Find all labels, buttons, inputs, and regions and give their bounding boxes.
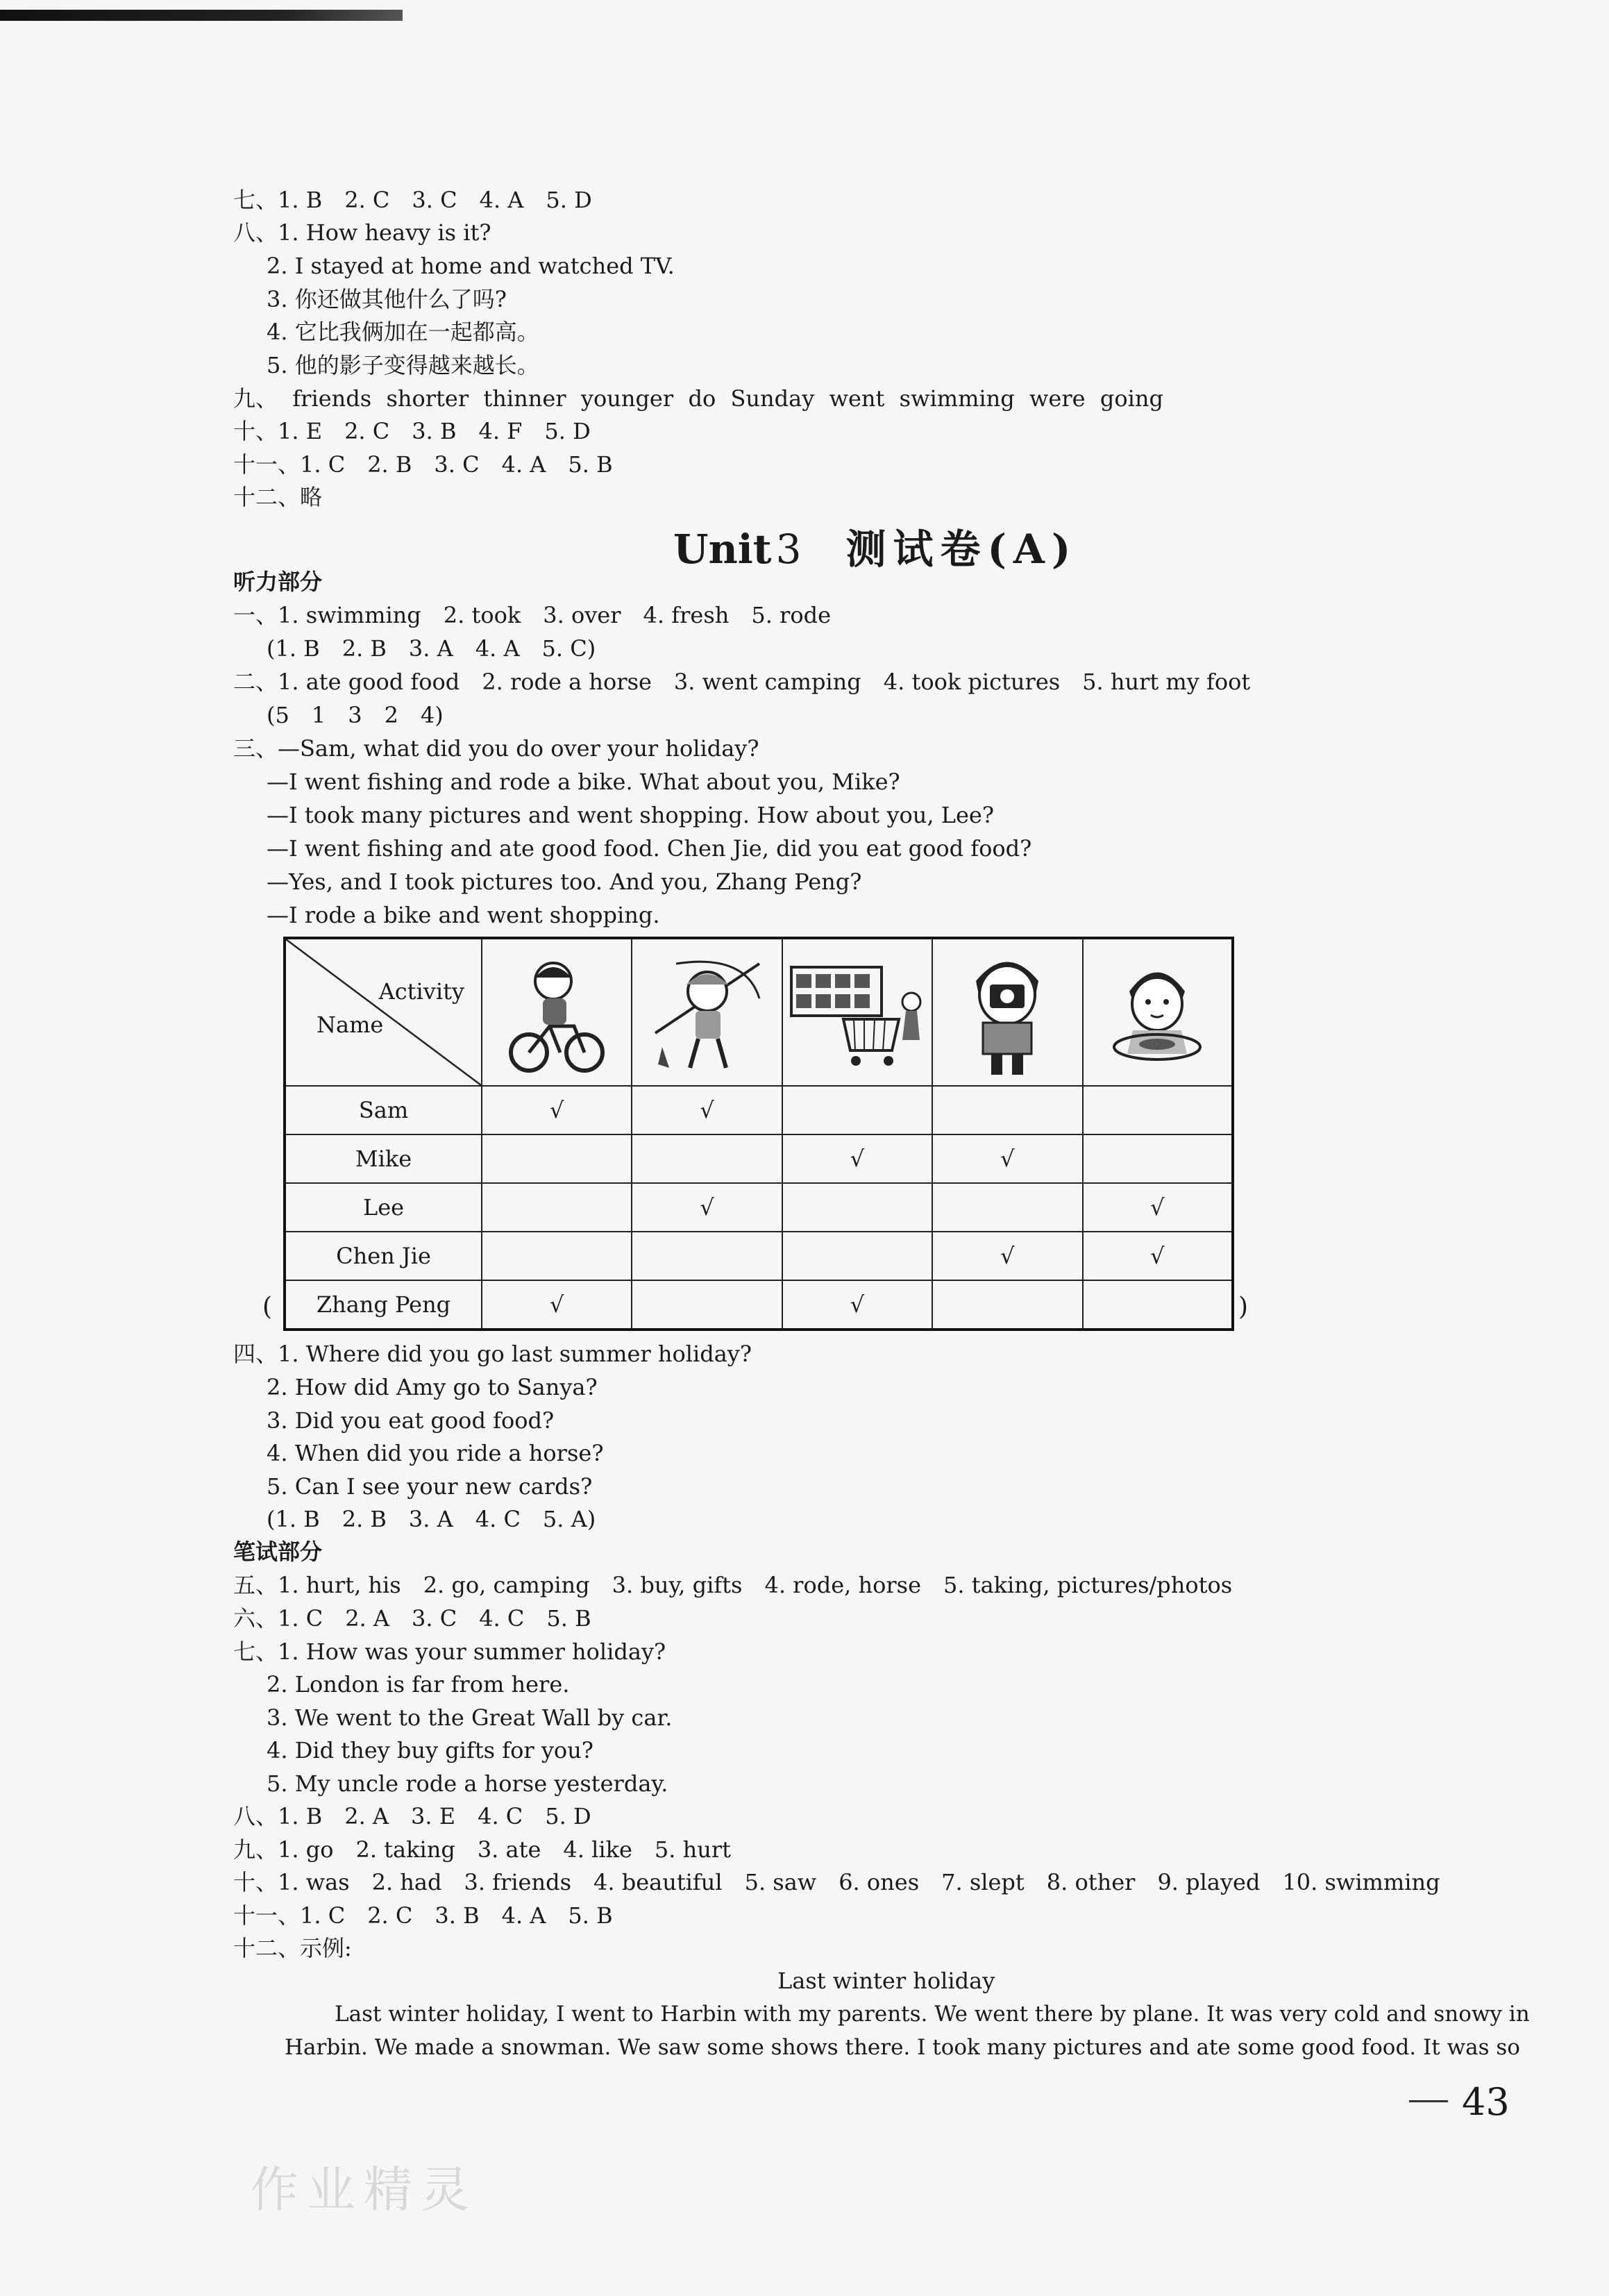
activity-label: Activity bbox=[378, 978, 464, 1005]
dialogue-line: —I went fishing and rode a bike. What about you, Mike? bbox=[267, 769, 900, 795]
nine-word: Sunday bbox=[730, 385, 815, 412]
activity-cell bbox=[782, 1232, 932, 1280]
answer-line: 5. Can I see your new cards? bbox=[267, 1473, 593, 1500]
activity-cell bbox=[932, 1134, 1082, 1183]
shopping-icon bbox=[782, 938, 932, 1086]
check-mark: √ bbox=[1000, 1243, 1015, 1269]
activity-cell bbox=[482, 1232, 632, 1280]
answer-line: 十二、示例: bbox=[233, 1935, 352, 1961]
answer-line: 十、1. E 2. C 3. B 4. F 5. D bbox=[233, 418, 591, 444]
eating-food-icon bbox=[1083, 938, 1233, 1086]
nine-word: friends bbox=[292, 385, 372, 412]
activity-cell bbox=[932, 1086, 1082, 1134]
activity-cell bbox=[782, 1183, 932, 1232]
answer-line: 5. 他的影子变得越来越长。 bbox=[267, 352, 539, 378]
activity-cell bbox=[482, 1280, 632, 1330]
nine-answer-line bbox=[233, 383, 1163, 414]
dialogue-line: —Yes, and I took pictures too. And you, Zhang Peng? bbox=[267, 869, 862, 895]
answer-line: 八、1. How heavy is it? bbox=[233, 219, 491, 246]
dialogue-line: 三、—Sam, what did you do over your holiday? bbox=[233, 735, 759, 762]
answer-line: 3. We went to the Great Wall by car. bbox=[267, 1704, 673, 1731]
check-mark: √ bbox=[1150, 1243, 1165, 1269]
answer-line: (5 1 3 2 4) bbox=[267, 702, 444, 728]
answer-line: 3. Did you eat good food? bbox=[267, 1407, 555, 1434]
nine-word: went bbox=[829, 385, 885, 412]
bike-riding-icon bbox=[482, 938, 632, 1086]
answer-line: 七、1. How was your summer holiday? bbox=[233, 1639, 666, 1665]
activity-cell bbox=[482, 1183, 632, 1232]
paren-close: ) bbox=[1238, 1293, 1249, 1321]
listening-header: 听力部分 bbox=[233, 569, 323, 595]
check-mark: √ bbox=[1150, 1194, 1165, 1221]
nine-word: shorter bbox=[386, 385, 469, 412]
taking-pictures-icon bbox=[932, 938, 1082, 1086]
nine-word: do bbox=[688, 385, 716, 412]
activity-cell bbox=[932, 1183, 1082, 1232]
activity-cell bbox=[932, 1232, 1082, 1280]
activity-cell bbox=[632, 1134, 782, 1183]
check-mark: √ bbox=[550, 1097, 564, 1123]
watermark: 作业精灵 bbox=[250, 2161, 478, 2218]
table-row bbox=[285, 1280, 1233, 1330]
answer-line: 3. 你还做其他什么了吗? bbox=[267, 286, 507, 312]
answer-line: 十一、1. C 2. C 3. B 4. A 5. B bbox=[233, 1902, 613, 1929]
answer-line: 2. How did Amy go to Sanya? bbox=[267, 1374, 598, 1400]
essay-line: Harbin. We made a snowman. We saw some shows there. I took many pictures and ate some good food. It was so bbox=[285, 2035, 1520, 2060]
check-mark: √ bbox=[850, 1146, 865, 1172]
nine-word: thinner bbox=[483, 385, 566, 412]
activity-cell bbox=[632, 1183, 782, 1232]
activity-cell bbox=[1083, 1183, 1233, 1232]
activity-cell bbox=[1083, 1086, 1233, 1134]
activity-cell bbox=[632, 1280, 782, 1330]
fishing-icon bbox=[632, 938, 782, 1086]
activity-cell bbox=[782, 1280, 932, 1330]
dialogue-line: —I took many pictures and went shopping. How about you, Lee? bbox=[267, 802, 995, 828]
answer-line: (1. B 2. B 3. A 4. A 5. C) bbox=[267, 635, 596, 662]
essay-line: Last winter holiday, I went to Harbin with my parents. We went there by plane. It was very cold and snowy in bbox=[335, 2002, 1530, 2027]
answer-line: 十、1. was 2. had 3. friends 4. beautiful 5. saw 6. ones 7. slept 8. other 9. played 10. swimming bbox=[233, 1869, 1440, 1895]
answer-line: 2. I stayed at home and watched TV. bbox=[267, 253, 675, 279]
answer-line: 十二、略 bbox=[233, 484, 323, 510]
answer-line: 二、1. ate good food 2. rode a horse 3. went camping 4. took pictures 5. hurt my foot bbox=[233, 669, 1251, 695]
row-name: Sam bbox=[285, 1086, 482, 1134]
answer-line: (1. B 2. B 3. A 4. C 5. A) bbox=[267, 1506, 596, 1532]
table-row bbox=[285, 1134, 1233, 1183]
answer-line: 九、1. go 2. taking 3. ate 4. like 5. hurt bbox=[233, 1836, 731, 1863]
answer-line: 一、1. swimming 2. took 3. over 4. fresh 5. rode bbox=[233, 602, 832, 628]
activity-table bbox=[283, 937, 1234, 1331]
row-name: Zhang Peng bbox=[285, 1280, 482, 1330]
answer-line: 十一、1. C 2. B 3. C 4. A 5. B bbox=[233, 451, 613, 478]
answer-line: 四、1. Where did you go last summer holiday? bbox=[233, 1341, 752, 1367]
top-rule bbox=[0, 10, 403, 21]
answer-line: 4. When did you ride a horse? bbox=[267, 1440, 604, 1466]
row-name: Mike bbox=[285, 1134, 482, 1183]
answer-line: 4. 它比我俩加在一起都高。 bbox=[267, 319, 539, 345]
check-mark: √ bbox=[550, 1291, 564, 1318]
activity-cell bbox=[932, 1280, 1082, 1330]
activity-cell bbox=[1083, 1280, 1233, 1330]
activity-cell bbox=[482, 1134, 632, 1183]
answer-line: 五、1. hurt, his 2. go, camping 3. buy, gifts 4. rode, horse 5. taking, pictures/photos bbox=[233, 1572, 1233, 1598]
activity-cell bbox=[1083, 1134, 1233, 1183]
nine-word: were bbox=[1029, 385, 1086, 412]
activity-cell bbox=[482, 1086, 632, 1134]
answer-line: 七、1. B 2. C 3. C 4. A 5. D bbox=[233, 187, 592, 213]
name-label: Name bbox=[317, 1012, 384, 1038]
activity-cell bbox=[632, 1086, 782, 1134]
activity-cell bbox=[782, 1134, 932, 1183]
nine-word: younger bbox=[580, 385, 674, 412]
essay-title: Last winter holiday bbox=[777, 1968, 995, 1994]
activity-cell bbox=[1083, 1232, 1233, 1280]
dialogue-line: —I rode a bike and went shopping. bbox=[267, 902, 660, 928]
page-number: 43 bbox=[1462, 2080, 1510, 2124]
written-header: 笔试部分 bbox=[233, 1539, 323, 1565]
activity-cell bbox=[782, 1086, 932, 1134]
diagonal-header-cell bbox=[285, 938, 482, 1086]
table-header-row bbox=[285, 938, 1233, 1086]
check-mark: √ bbox=[700, 1194, 714, 1221]
row-name: Chen Jie bbox=[285, 1232, 482, 1280]
table-row bbox=[285, 1232, 1233, 1280]
check-mark: √ bbox=[1000, 1146, 1015, 1172]
section-title bbox=[673, 517, 1077, 575]
table-row bbox=[285, 1086, 1233, 1134]
nine-word: going bbox=[1100, 385, 1163, 412]
table-row bbox=[285, 1183, 1233, 1232]
check-mark: √ bbox=[850, 1291, 865, 1318]
page-number-dash bbox=[1409, 2100, 1448, 2102]
activity-cell bbox=[632, 1232, 782, 1280]
answer-line: 5. My uncle rode a horse yesterday. bbox=[267, 1770, 668, 1797]
title-unit: Unit bbox=[673, 526, 772, 573]
dialogue-line: —I went fishing and ate good food. Chen Jie, did you eat good food? bbox=[267, 835, 1032, 862]
nine-word: 九、 bbox=[233, 385, 278, 412]
answer-line: 4. Did they buy gifts for you? bbox=[267, 1737, 593, 1763]
title-number: 3 bbox=[775, 526, 802, 573]
answer-line: 六、1. C 2. A 3. C 4. C 5. B bbox=[233, 1605, 591, 1632]
answer-line: 八、1. B 2. A 3. E 4. C 5. D bbox=[233, 1803, 591, 1829]
check-mark: √ bbox=[700, 1097, 714, 1123]
title-cn: 测试卷(A) bbox=[845, 526, 1078, 573]
answer-line: 2. London is far from here. bbox=[267, 1671, 570, 1698]
nine-word: swimming bbox=[899, 385, 1015, 412]
paren-open: ( bbox=[262, 1293, 273, 1321]
row-name: Lee bbox=[285, 1183, 482, 1232]
